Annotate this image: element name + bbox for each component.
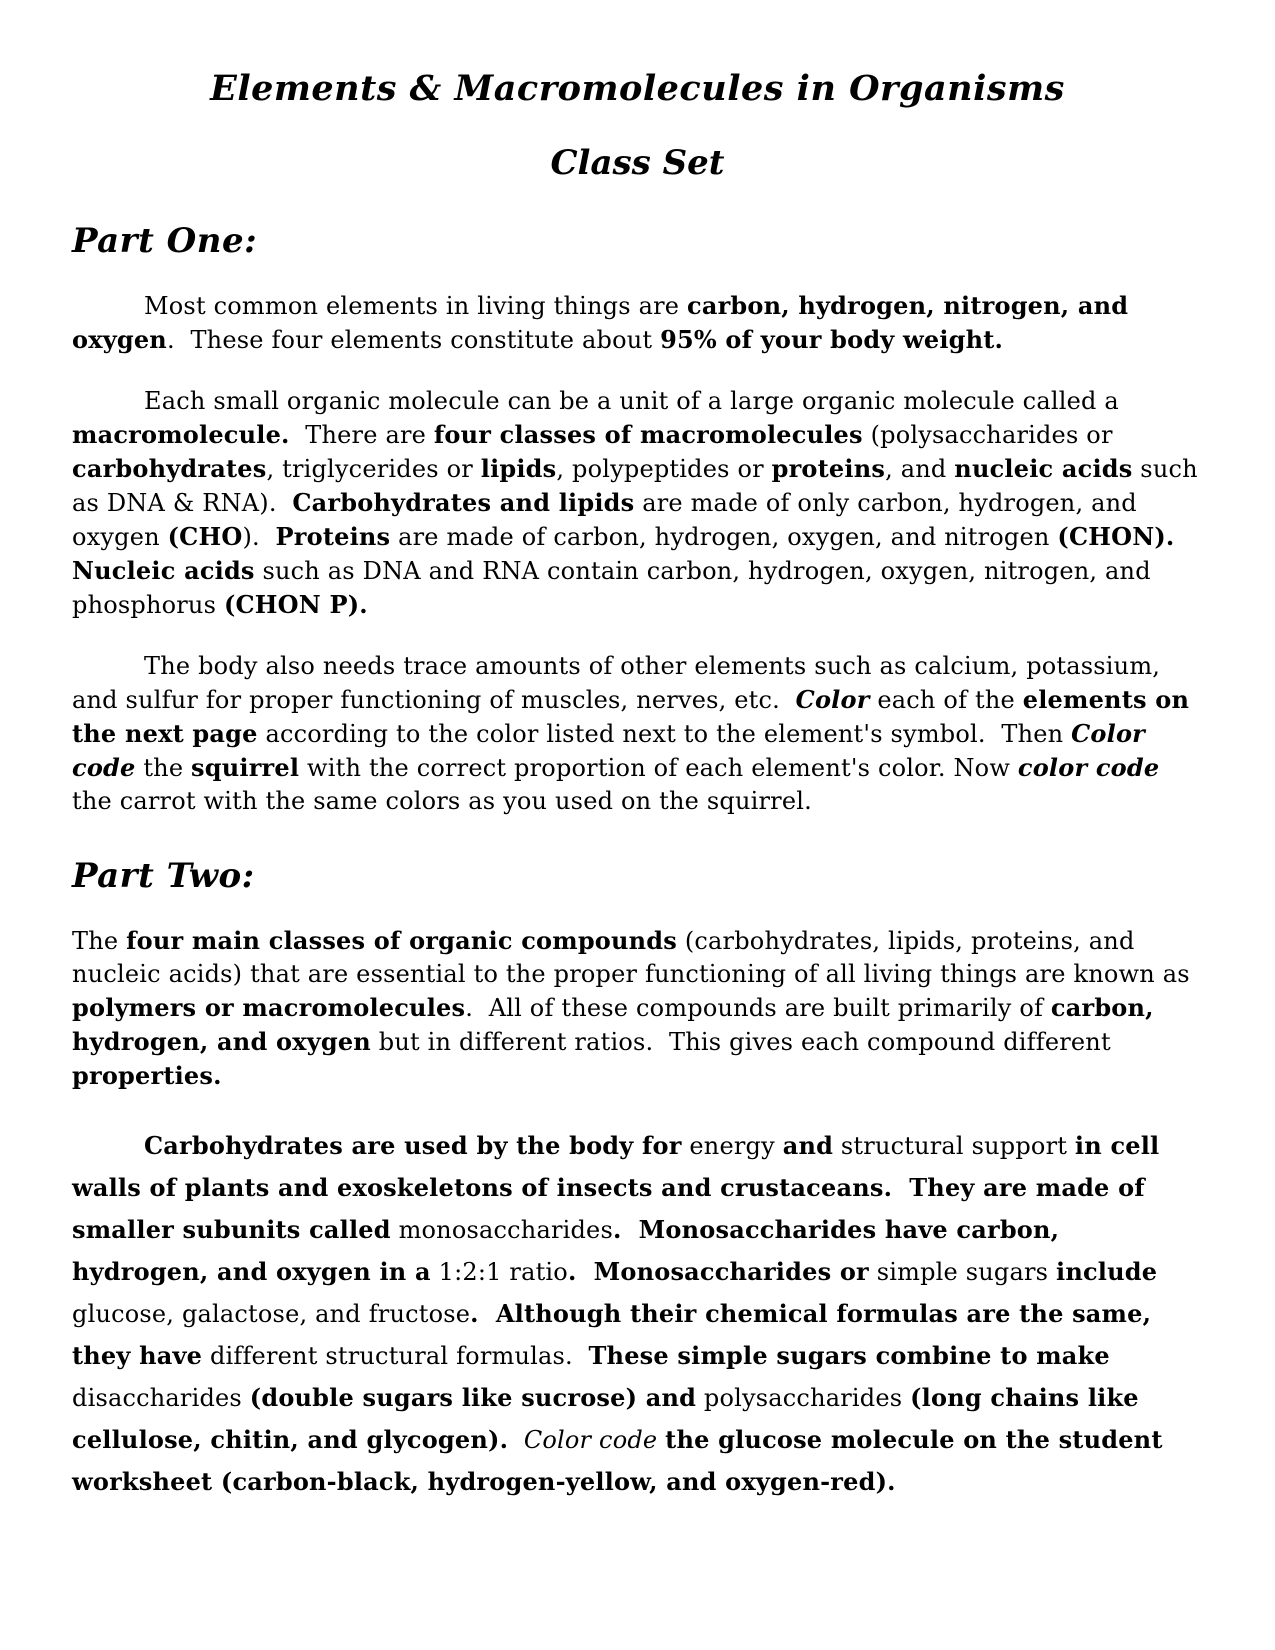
document-title: Elements & Macromolecules in Organisms	[210, 68, 1065, 109]
paragraph-common-elements: Most common elements in living things are carbon, hydrogen, nitrogen, and oxygen. These four elements constitute about 95% of your body weight.	[72, 291, 1129, 354]
paragraph-carbohydrates: Carbohydrates are used by the body for energy and structural support in cell walls of plants and exoskeletons of insects and crustaceans. They are made of smaller subunits called monosaccharides. Monosaccharides have carbon, hydrogen, and oxygen in a 1:2:1 ratio. Monosaccharides or simple sugars include glucose, galactose, and fructose. Although their chemical formulas are the same, they have different structural formulas. These simple sugars combine to make disaccharides (double sugars like sucrose) and polysaccharides (long chains like cellulose, chitin, and glycogen). Color code the glucose molecule on the student worksheet (carbon-black, hydrogen-yellow, and oxygen-red).	[72, 1131, 1163, 1496]
paragraph-trace-elements-coloring: The body also needs trace amounts of other elements such as calcium, potassium, and sulfur for proper functioning of muscles, nerves, etc. Color each of the elements on the next page according to the color listed next to the element's symbol. Then Color code the squirrel with the correct proportion of each element's color. Now color code the carrot with the same colors as you used on the squirrel.	[72, 652, 1190, 815]
document-subtitle: Class Set	[550, 143, 725, 183]
paragraph-macromolecule-classes: Each small organic molecule can be a unit of a large organic molecule called a macromolecule. There are four classes of macromolecules (polysaccharides or carbohydrates, triglycerides or lipids, polypeptides or proteins, and nucleic acids such as DNA & RNA). Carbohydrates and lipids are made of only carbon, hydrogen, and oxygen (CHO). Proteins are made of carbon, hydrogen, oxygen, and nitrogen (CHON). Nucleic acids such as DNA and RNA contain carbon, hydrogen, oxygen, nitrogen, and phosphorus (CHON P).	[72, 387, 1198, 619]
section-heading-part-one: Part One:	[72, 221, 258, 261]
paragraph-organic-compounds: The four main classes of organic compounds (carbohydrates, lipids, proteins, and nucleic acids) that are essential to the proper functioning of all living things are known as polymers or macromolecules. All of these compounds are built primarily of carbon, hydrogen, and oxygen but in different ratios. This gives each compound different properties.	[72, 926, 1190, 1090]
section-heading-part-two: Part Two:	[72, 856, 255, 896]
